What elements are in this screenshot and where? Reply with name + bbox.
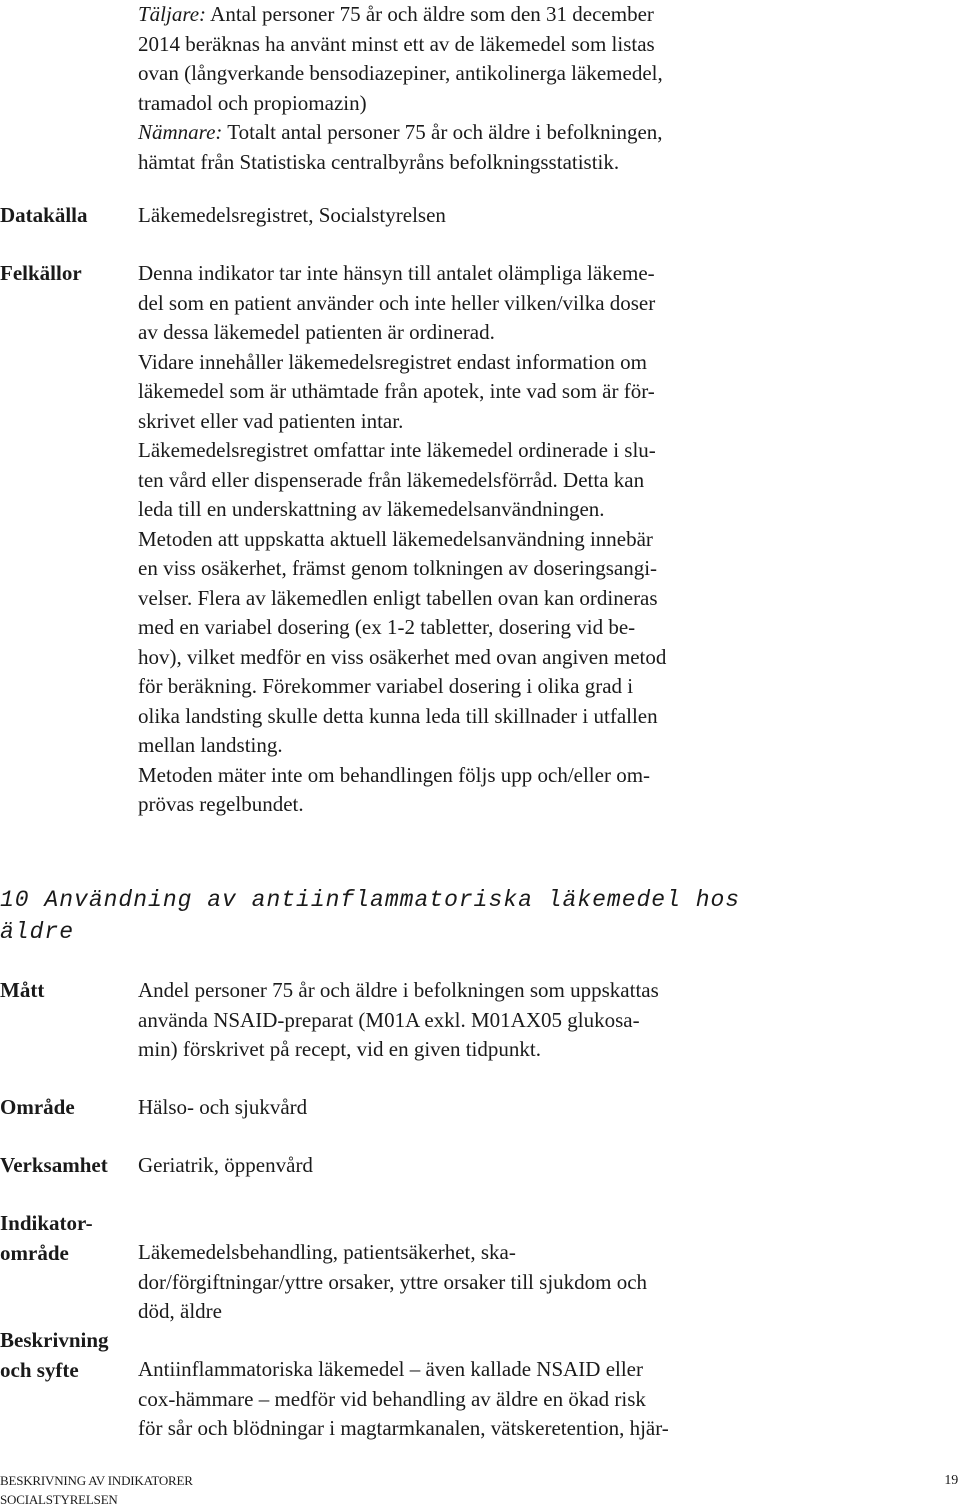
felkallor-line: Metoden att uppskatta aktuell läkemedelsanvändning innebär	[138, 526, 653, 551]
taljare-first-text: Antal personer 75 år och äldre som den 31 december	[206, 2, 654, 26]
beskrivning-line: cox-hämmare – medför vid behandling av äldre en ökad risk	[138, 1386, 646, 1411]
felkallor-line: del som en patient använder och inte heller vilken/vilka doser	[138, 290, 656, 315]
taljare-block	[138, 0, 663, 177]
felkallor-line: Metoden mäter inte om behandlingen följs upp och/eller om-	[138, 762, 651, 787]
taljare-first-line	[138, 0, 663, 30]
namnare-label: Nämnare:	[138, 120, 223, 144]
footer-publisher: SOCIALSTYRELSEN	[0, 1492, 118, 1507]
matt-line: min) förskrivet på recept, vid en given tidpunkt.	[138, 1037, 541, 1061]
beskrivning-line: Antiinflammatoriska läkemedel – även kallade NSAID eller	[138, 1357, 643, 1381]
felkallor-line: olika landsting skulle detta kunna leda till skillnader i utfallen	[138, 703, 658, 728]
felkallor-line: Vidare innehåller läkemedelsregistret endast information om	[138, 349, 647, 374]
felkallor-line: läkemedel som är uthämtade från apotek, inte vad som är för-	[138, 379, 655, 403]
beskrivning-label-line: och syfte	[0, 1357, 79, 1382]
datakalla-text	[138, 201, 446, 231]
section-heading-line: 10 Användning av antiinflammatoriska läkemedel hos	[0, 887, 741, 913]
verksamhet-value: Geriatrik, öppenvård	[138, 1153, 313, 1177]
felkallor-line: leda till en underskattning av läkemedelsanvändningen.	[138, 497, 605, 521]
indikatoromrade-line: död, äldre	[138, 1299, 222, 1323]
taljare-line: ovan (långverkande bensodiazepiner, antikolinerga läkemedel,	[138, 61, 663, 85]
matt-line: använda NSAID-preparat (M01A exkl. M01AX05 glukosa-	[138, 1007, 640, 1032]
namnare-first-text: Totalt antal personer 75 år och äldre i befolkningen,	[222, 120, 663, 144]
omrade-text	[138, 1093, 307, 1123]
felkallor-line: med en variabel dosering (ex 1-2 tabletter, dosering vid be-	[138, 615, 636, 639]
indikatoromrade-line: Läkemedelsbehandling, patientsäkerhet, ska-	[138, 1240, 516, 1264]
namnare-first-line	[138, 118, 663, 148]
felkallor-line: av dessa läkemedel patienten är ordinerad.	[138, 320, 495, 344]
felkallor-line: mellan landsting.	[138, 733, 283, 757]
matt-label: Mått	[0, 978, 45, 1002]
taljare-line: 2014 beräknas ha använt minst ett av de läkemedel som listas	[138, 31, 655, 56]
felkallor-line: prövas regelbundet.	[138, 792, 304, 816]
matt-text	[138, 976, 659, 1065]
indikatoromrade-label-line: Indikator-	[0, 1211, 93, 1235]
datakalla-label: Datakälla	[0, 203, 88, 227]
taljare-label: Täljare:	[138, 2, 207, 26]
verksamhet-label: Verksamhet	[0, 1153, 108, 1177]
indikatoromrade-label	[0, 1209, 93, 1268]
namnare-line: hämtat från Statistiska centralbyråns befolkningsstatistik.	[138, 149, 620, 174]
page-number: 19	[944, 1473, 958, 1488]
beskrivning-label-line: Beskrivning	[0, 1328, 109, 1352]
taljare-line: tramadol och propiomazin)	[138, 90, 367, 115]
felkallor-label: Felkällor	[0, 261, 82, 285]
felkallor-line: ten vård eller dispenserade från läkemedelsförråd. Detta kan	[138, 467, 645, 492]
section-heading-line: äldre	[0, 919, 75, 945]
beskrivning-line: för sår och blödningar i magtarmkanalen, vätskeretention, hjär-	[138, 1416, 669, 1440]
beskrivning-label	[0, 1326, 109, 1385]
felkallor-line: skrivet eller vad patienten intar.	[138, 408, 404, 433]
felkallor-line: velser. Flera av läkemedlen enligt tabellen ovan kan ordineras	[138, 585, 658, 610]
felkallor-line: för beräkning. Förekommer variabel dosering i olika grad i	[138, 674, 634, 698]
felkallor-line: hov), vilket medför en viss osäkerhet med ovan angiven metod	[138, 644, 667, 669]
datakalla-value: Läkemedelsregistret, Socialstyrelsen	[138, 203, 446, 227]
section-heading	[0, 884, 740, 948]
omrade-label: Område	[0, 1095, 75, 1119]
indikatoromrade-label-line: område	[0, 1240, 69, 1265]
felkallor-line: Läkemedelsregistret omfattar inte läkemedel ordinerade i slu-	[138, 438, 656, 462]
verksamhet-text	[138, 1151, 313, 1181]
omrade-value: Hälso- och sjukvård	[138, 1095, 308, 1119]
beskrivning-text	[138, 1355, 669, 1444]
indikatoromrade-line: dor/förgiftningar/yttre orsaker, yttre orsaker till sjukdom och	[138, 1269, 648, 1294]
indikatoromrade-text	[138, 1238, 647, 1327]
felkallor-line: Denna indikator tar inte hänsyn till antalet olämpliga läkeme-	[138, 261, 655, 285]
felkallor-line: en viss osäkerhet, främst genom tolkningen av doseringsangi-	[138, 556, 658, 580]
footer-document-title: BESKRIVNING AV INDIKATORER	[0, 1473, 193, 1488]
matt-line: Andel personer 75 år och äldre i befolkningen som uppskattas	[138, 978, 659, 1002]
felkallor-text	[138, 259, 666, 820]
